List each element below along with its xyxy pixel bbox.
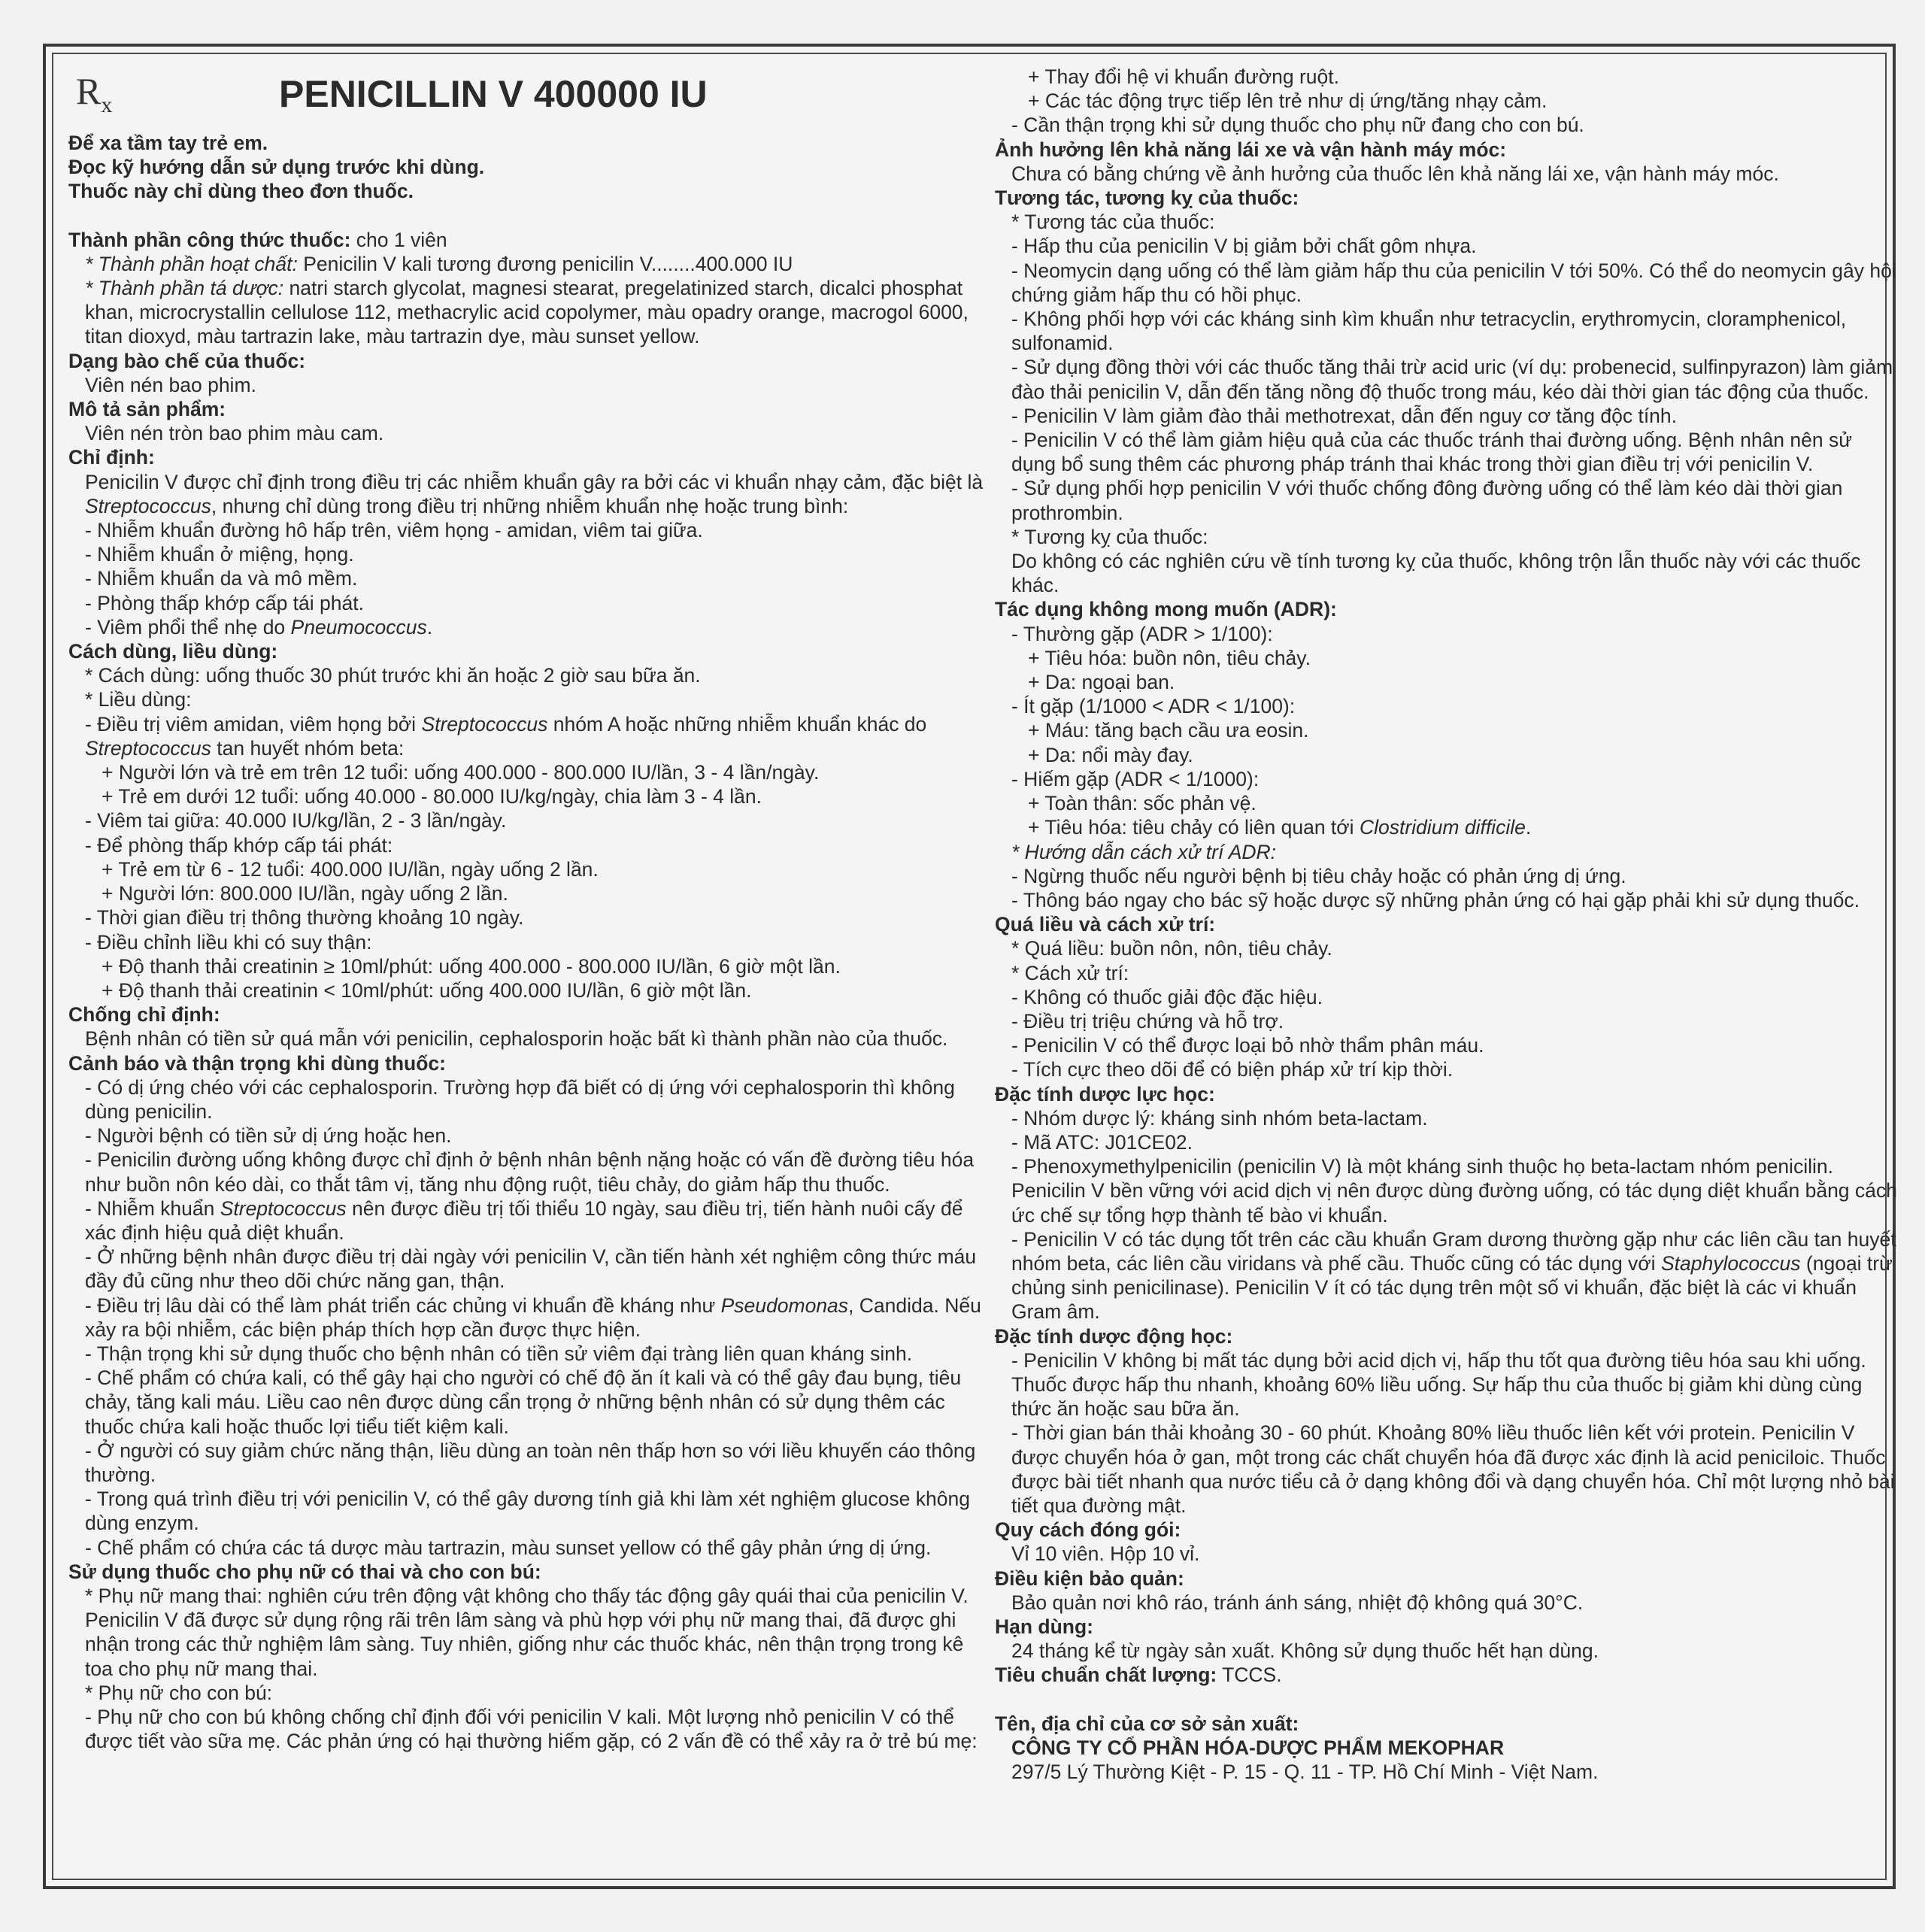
left-column <box>68 47 986 1753</box>
nursing-subheading: * Phụ nữ cho con bú: <box>85 1681 273 1704</box>
pregnancy-text: * Phụ nữ mang thai: nghiên cứu trên động vật không cho thấy tác động gây quái thai của penicilin V. Penicilin V đã được sử dụng rộng rãi trên lâm sàng và phù hợp với phụ nữ mang thai, đã được ghi nhận trong các thử nghiệm lâm sàng. Tuy nhiên, giống như các thuốc khác, nên thận trọng trong kê toa cho phụ nữ mang thai. <box>85 1584 969 1680</box>
pharmacokinetics-item: - Penicilin V không bị mất tác dụng bởi acid dịch vị, hấp thu tốt qua đường tiêu hóa sau khi uống. Thuốc được hấp thu nhanh, khoảng 60% liều uống. Sự hấp thu của thuốc bị giảm khi dùng cùng thức ăn hoặc sau bữa ăn. <box>1011 1348 1866 1421</box>
active-ingredient: * Thành phần hoạt chất: Penicilin V kali tương đương penicilin V........400.000 IU <box>85 252 793 275</box>
indication-heading: Chỉ định: <box>68 446 155 469</box>
driving-heading: Ảnh hưởng lên khả năng lái xe và vận hành máy móc: <box>995 138 1507 161</box>
dosage-heading: Cách dùng, liều dùng: <box>68 640 278 663</box>
dosage-line: + Trẻ em từ 6 - 12 tuổi: 400.000 IU/lần, ngày uống 2 lần. <box>102 857 599 881</box>
warning-line: Đọc kỹ hướng dẫn sử dụng trước khi dùng. <box>68 156 485 179</box>
adr-line: + Toàn thân: sốc phản vệ. <box>1028 792 1257 815</box>
caution-item: - Điều trị lâu dài có thể làm phát triển các chủng vi khuẩn đề kháng như Pseudomonas, Candida. Nếu xảy ra bội nhiễm, các biện pháp thích hợp cần được thực hiện. <box>85 1294 981 1341</box>
caution-item: - Penicilin đường uống không được chỉ định ở bệnh nhân bệnh nặng hoặc có vấn đề đường tiêu hóa như buồn nôn kéo dài, co thắt tâm vị, tăng nhu động ruột, tiêu chảy, do giảm hấp thu thuốc. <box>85 1148 975 1196</box>
adr-line: + Máu: tăng bạch cầu ưa eosin. <box>1028 719 1309 742</box>
overdose-line: * Cách xử trí: <box>1011 961 1129 984</box>
adr-guide-heading: * Hướng dẫn cách xử trí ADR: <box>1011 840 1277 863</box>
dosage-line: + Người lớn và trẻ em trên 12 tuổi: uống 400.000 - 800.000 IU/lần, 3 - 4 lần/ngày. <box>102 761 820 784</box>
adr-line: + Tiêu hóa: buồn nôn, tiêu chảy. <box>1028 646 1311 669</box>
dosage-line: - Để phòng thấp khớp cấp tái phát: <box>85 833 393 857</box>
dosage-line: - Thời gian điều trị thông thường khoảng 10 ngày. <box>85 906 524 930</box>
contraindication-text: Bệnh nhân có tiền sử quá mẫn với penicilin, cephalosporin hoặc bất kì thành phần nào của thuốc. <box>85 1027 948 1051</box>
nursing-line: + Thay đổi hệ vi khuẩn đường ruột. <box>1028 65 1339 88</box>
adr-line: - Hiếm gặp (ADR < 1/1000): <box>1011 767 1260 790</box>
pharmacodynamics-heading: Đặc tính dược lực học: <box>995 1082 1215 1106</box>
incompatibility-text: Do không có các nghiên cứu về tính tương kỵ của thuốc, không trộn lẫn thuốc này với các thuốc khác. <box>1011 550 1861 597</box>
caution-item: - Ở người có suy giảm chức năng thận, liều dùng an toàn nên thấp hơn so với liều khuyến cáo thông thường. <box>85 1439 976 1486</box>
packaging-heading: Quy cách đóng gói: <box>995 1518 1181 1542</box>
dosage-dose: * Liều dùng: <box>85 688 192 711</box>
pharmacodynamics-item: - Mã ATC: J01CE02. <box>1011 1130 1193 1154</box>
page-title: PENICILLIN V 400000 IU <box>279 73 708 115</box>
overdose-line: - Penicilin V có thể được loại bỏ nhờ thẩm phân máu. <box>1011 1034 1484 1057</box>
composition-section: Thành phần công thức thuốc: cho 1 viên <box>68 228 447 251</box>
adr-line: + Da: ngoại ban. <box>1028 671 1175 694</box>
manufacturer-heading: Tên, địa chỉ của cơ sở sản xuất: <box>995 1712 1299 1735</box>
adr-line: - Thường gặp (ADR > 1/100): <box>1011 622 1273 645</box>
pharmacokinetics-heading: Đặc tính dược động học: <box>995 1324 1233 1348</box>
dosage-line: - Điều chỉnh liều khi có suy thận: <box>85 930 372 954</box>
storage-text: Bảo quản nơi khô ráo, tránh ánh sáng, nhiệt độ không quá 30°C. <box>1011 1591 1584 1614</box>
adr-line: + Tiêu hóa: tiêu chảy có liên quan tới Clostridium difficile. <box>1028 816 1532 839</box>
dosage-line: + Trẻ em dưới 12 tuổi: uống 40.000 - 80.000 IU/kg/ngày, chia làm 3 - 4 lần. <box>102 785 762 808</box>
expiry-text: 24 tháng kể từ ngày sản xuất. Không sử dụng thuốc hết hạn dùng. <box>1011 1639 1599 1663</box>
caution-item: - Ở những bệnh nhân được điều trị dài ngày với penicilin V, cần tiến hành xét nghiệm công thức máu đầy đủ cũng như theo dõi chức năng gan, thận. <box>85 1245 977 1293</box>
overdose-line: - Điều trị triệu chứng và hỗ trợ. <box>1011 1009 1284 1033</box>
pregnancy-heading: Sử dụng thuốc cho phụ nữ có thai và cho con bú: <box>68 1560 541 1583</box>
contraindication-heading: Chống chỉ định: <box>68 1003 220 1027</box>
description-heading: Mô tả sản phẩm: <box>68 398 226 421</box>
indication-item: - Viêm phổi thể nhẹ do Pneumococcus. <box>85 615 433 638</box>
pharmacokinetics-item: - Thời gian bán thải khoảng 30 - 60 phút. Khoảng 80% liều thuốc liên kết với protein. Penicilin V được chuyển hóa ở gan, một trong các chất chuyển hóa đã được xác định là acid peniciloic. Thuốc được bài tiết nhanh qua nước tiểu cả ở dạng không đổi và dạng chuyển hóa. Chỉ một lượng nhỏ bài tiết qua đường mật. <box>1011 1421 1895 1517</box>
indication-item: - Nhiễm khuẩn da và mô mềm. <box>85 567 358 590</box>
dosage-line: - Viêm tai giữa: 40.000 IU/kg/lần, 2 - 3 lần/ngày. <box>85 809 507 833</box>
indication-item: - Nhiễm khuẩn ở miệng, họng. <box>85 543 354 566</box>
nursing-text: - Phụ nữ cho con bú không chống chỉ định đối với penicilin V kali. Một lượng nhỏ penicilin V có thể được tiết vào sữa mẹ. Các phản ứng có hại thường hiếm gặp, có 2 vấn đề có thể xảy ra ở trẻ bú mẹ: <box>85 1706 978 1753</box>
composition-heading: Thành phần công thức thuốc: <box>68 228 351 251</box>
form-text: Viên nén bao phim. <box>85 373 256 396</box>
overdose-line: - Không có thuốc giải độc đặc hiệu. <box>1011 985 1323 1008</box>
expiry-heading: Hạn dùng: <box>995 1615 1093 1638</box>
driving-text: Chưa có bằng chứng về ảnh hưởng của thuốc lên khả năng lái xe, vận hành máy móc. <box>1011 162 1779 185</box>
adr-guide-item: - Thông báo ngay cho bác sỹ hoặc dược sỹ những phản ứng có hại gặp phải khi sử dụng thuốc. <box>1011 888 1860 911</box>
pharmacodynamics-item: - Nhóm dược lý: kháng sinh nhóm beta-lactam. <box>1011 1106 1428 1130</box>
interaction-item: - Penicilin V làm giảm đào thải methotrexat, dẫn đến nguy cơ tăng độc tính. <box>1011 404 1678 427</box>
dosage-line: + Độ thanh thải creatinin ≥ 10ml/phút: uống 400.000 - 800.000 IU/lần, 6 giờ một lần. <box>102 954 841 978</box>
dosage-usage: * Cách dùng: uống thuốc 30 phút trước khi ăn hoặc 2 giờ sau bữa ăn. <box>85 664 701 687</box>
caution-item: - Chế phẩm có chứa các tá dược màu tartrazin, màu sunset yellow có thể gây phản ứng dị ứng. <box>85 1536 932 1559</box>
overdose-heading: Quá liều và cách xử trí: <box>995 913 1216 936</box>
dosage-line: + Độ thanh thải creatinin < 10ml/phút: uống 400.000 IU/lần, 6 giờ một lần. <box>102 978 752 1002</box>
caution-item: - Thận trọng khi sử dụng thuốc cho bệnh nhân có tiền sử viêm đại tràng liên quan kháng sinh. <box>85 1342 913 1365</box>
caution-item: - Có dị ứng chéo với các cephalosporin. Trường hợp đã biết có dị ứng với cephalosporin thì không dùng penicilin. <box>85 1075 955 1123</box>
dosage-tonsil: - Điều trị viêm amidan, viêm họng bởi Streptococcus nhóm A hoặc những nhiễm khuẩn khác do Streptococcus tan huyết nhóm beta: <box>85 712 927 760</box>
adr-guide-item: - Ngừng thuốc nếu người bệnh bị tiêu chảy hoặc có phản ứng dị ứng. <box>1011 864 1626 887</box>
interaction-subheading: * Tương tác của thuốc: <box>1011 211 1215 234</box>
interaction-item: - Neomycin dạng uống có thể làm giảm hấp thu của penicilin V tới 50%. Có thể do neomycin gây hội chứng giảm hấp thu có hồi phục. <box>1011 259 1896 306</box>
leaflet-frame <box>43 44 1896 1889</box>
pharmacodynamics-item: - Penicilin V có tác dụng tốt trên các cầu khuẩn Gram dương thường gặp như các liên cầu tan huyết nhóm beta, các liên cầu viridans và phế cầu. Thuốc cũng có tác dụng với Staphylococcus (ngoại trừ chủng sinh penicilinase). Penicilin V ít có tác dụng trên một số vi khuẩn, đặc biệt là các vi khuẩn Gram âm. <box>1011 1227 1896 1324</box>
nursing-line: - Cần thận trọng khi sử dụng thuốc cho phụ nữ đang cho con bú. <box>1011 114 1584 137</box>
quality-standard: Tiêu chuẩn chất lượng: TCCS. <box>995 1664 1282 1687</box>
adr-line: - Ít gặp (1/1000 < ADR < 1/100): <box>1011 695 1296 718</box>
adr-heading: Tác dụng không mong muốn (ADR): <box>995 598 1337 621</box>
indication-item: - Nhiễm khuẩn đường hô hấp trên, viêm họng - amidan, viêm tai giữa. <box>85 519 703 542</box>
caution-item: - Người bệnh có tiền sử dị ứng hoặc hen. <box>85 1124 452 1148</box>
right-column <box>995 47 1897 1784</box>
overdose-line: * Quá liều: buồn nôn, nôn, tiêu chảy. <box>1011 937 1332 960</box>
interaction-item: - Hấp thu của penicilin V bị giảm bởi chất gôm nhựa. <box>1011 235 1477 258</box>
pharmacodynamics-item: - Phenoxymethylpenicilin (penicilin V) là một kháng sinh thuộc họ beta-lactam nhóm penicilin. Penicilin V bền vững với acid dịch vị nên được dùng đường uống, có tác dụng diệt khuẩn bằng cách ức chế sự tổng hợp thành tế bào vi khuẩn. <box>1011 1155 1897 1227</box>
rx-icon: $R_x$ <box>76 70 113 117</box>
excipients: * Thành phần tá dược: natri starch glycolat, magnesi stearat, pregelatinized starch, dicalci phosphat khan, microcrystallin cellulose 112, methacrylic acid copolymer, màu opadry orange, macrogol 6000, titan dioxyd, màu tartrazin lake, màu tartrazin dye, màu sunset yellow. <box>85 277 969 348</box>
warning-line: Thuốc này chỉ dùng theo đơn thuốc. <box>68 180 414 203</box>
description-text: Viên nén tròn bao phim màu cam. <box>85 422 384 445</box>
interaction-item: - Sử dụng phối hợp penicilin V với thuốc chống đông đường uống có thể làm kéo dài thời gian prothrombin. <box>1011 477 1843 524</box>
indication-item: - Phòng thấp khớp cấp tái phát. <box>85 591 364 614</box>
incompatibility-subheading: * Tương kỵ của thuốc: <box>1011 525 1208 548</box>
caution-item: - Nhiễm khuẩn Streptococcus nên được điều trị tối thiểu 10 ngày, sau điều trị, tiến hành nuôi cấy để xác định hiệu quả diệt khuẩn. <box>85 1197 963 1244</box>
dosage-line: + Người lớn: 800.000 IU/lần, ngày uống 2 lần. <box>102 882 508 905</box>
interaction-item: - Penicilin V có thể làm giảm hiệu quả của các thuốc tránh thai đường uống. Bệnh nhân nên sử dụng bổ sung thêm các phương pháp tránh thai khác trong thời gian điều trị với penicilin V. <box>1011 429 1852 476</box>
indication-text: Penicilin V được chỉ định trong điều trị các nhiễm khuẩn gây ra bởi các vi khuẩn nhạy cảm, đặc biệt là Streptococcus, nhưng chỉ dùng trong điều trị những nhiễm khuẩn nhẹ hoặc trung bình: <box>85 470 984 517</box>
caution-heading: Cảnh báo và thận trọng khi dùng thuốc: <box>68 1051 446 1075</box>
overdose-line: - Tích cực theo dõi để có biện pháp xử trí kịp thời. <box>1011 1058 1454 1081</box>
manufacturer-address: 297/5 Lý Thường Kiệt - P. 15 - Q. 11 - TP. Hồ Chí Minh - Việt Nam. <box>1011 1761 1599 1784</box>
interaction-heading: Tương tác, tương kỵ của thuốc: <box>995 187 1299 210</box>
packaging-text: Vỉ 10 viên. Hộp 10 vỉ. <box>1011 1542 1200 1566</box>
warning-line: Để xa tầm tay trẻ em. <box>68 132 268 154</box>
form-heading: Dạng bào chế của thuốc: <box>68 349 306 372</box>
interaction-item: - Không phối hợp với các kháng sinh kìm khuẩn như tetracyclin, erythromycin, cloramphenicol, sulfonamid. <box>1011 308 1847 355</box>
storage-heading: Điều kiện bảo quản: <box>995 1567 1184 1590</box>
nursing-line: + Các tác động trực tiếp lên trẻ như dị ứng/tăng nhạy cảm. <box>1028 89 1548 113</box>
manufacturer-name: CÔNG TY CỔ PHẦN HÓA-DƯỢC PHẨM MEKOPHAR <box>1011 1736 1505 1759</box>
adr-line: + Da: nổi mày đay. <box>1028 743 1193 766</box>
caution-item: - Chế phẩm có chứa kali, có thể gây hại cho người có chế độ ăn ít kali và có thể gây đau bụng, tiêu chảy, tăng kali máu. Liều cao nên được dùng cẩn trọng ở những bệnh nhân có sử dụng thêm các thuốc chứa kali hoặc thuốc lợi tiểu tiết kiệm kali. <box>85 1366 962 1438</box>
interaction-item: - Sử dụng đồng thời với các thuốc tăng thải trừ acid uric (ví dụ: probenecid, sulfinpyrazon) làm giảm đào thải penicilin V, dẫn đến tăng nồng độ thuốc trong máu, kéo dài thời gian tác động của thuốc. <box>1011 356 1893 403</box>
caution-item: - Trong quá trình điều trị với penicilin V, có thể gây dương tính giả khi làm xét nghiệm glucose không dùng enzym. <box>85 1488 970 1535</box>
